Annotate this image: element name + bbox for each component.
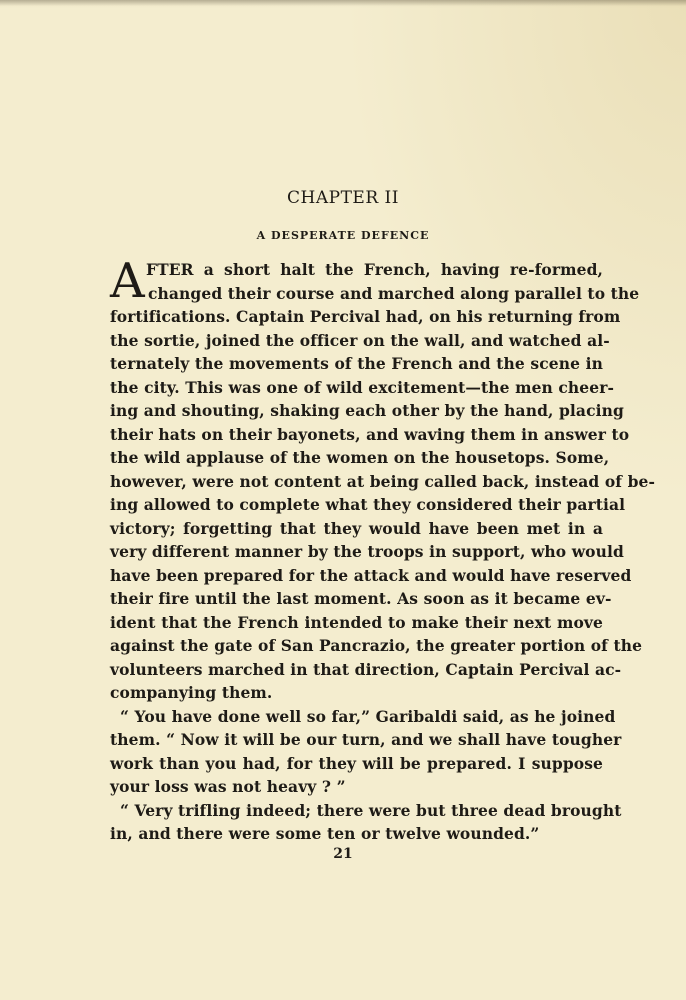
text-line: victory; forgetting that they would have been met in a [110, 518, 603, 538]
text-line: ternately the movements of the French and the scene in [110, 354, 603, 373]
body-text [110, 253, 656, 846]
chapter-title: CHAPTER II [287, 188, 399, 208]
text-line: have been prepared for the attack and would have reserved [110, 565, 632, 585]
page-top-shadow [0, 0, 686, 6]
page-number: 21 [333, 846, 353, 862]
text-line: ident that the French intended to make their next move [110, 612, 603, 632]
text-line: changed their course and marched along parallel to the [148, 283, 640, 303]
chapter-subtitle: A DESPERATE DEFENCE [256, 229, 430, 242]
text-line: their fire until the last moment. As soon as it became ev- [110, 589, 612, 608]
drop-cap: A [110, 253, 145, 309]
text-line: in, and there were some ten or twelve wounded.” [110, 824, 540, 843]
text-line: the wild applause of the women on the housetops. Some, [110, 448, 610, 467]
text-line: very different manner by the troops in support, who would [110, 542, 624, 561]
text-line: however, were not content at being called back, instead of be- [110, 471, 656, 491]
text-line: against the gate of San Pancrazio, the greater portion of the [110, 636, 643, 655]
text-line: the city. This was one of wild excitement—the men cheer- [110, 377, 615, 397]
text-line: the sortie, joined the officer on the wall, and watched al- [110, 330, 610, 350]
text-line: fortifications. Captain Percival had, on his returning from [110, 307, 621, 326]
text-line: them. “ Now it will be our turn, and we shall have tougher [110, 730, 622, 749]
text-line: your loss was not heavy ? ” [110, 777, 346, 796]
text-line: “ Very trifling indeed; there were but three dead brought [120, 800, 622, 820]
text-line: “ You have done well so far,” Garibaldi said, as he joined [120, 706, 616, 726]
text-line: work than you had, for they will be prepared. I suppose [110, 753, 603, 773]
text-line: FTER a short halt the French, having re-formed, [146, 260, 603, 279]
text-line: ing allowed to complete what they considered their partial [110, 495, 626, 514]
text-line: ing and shouting, shaking each other by the hand, placing [110, 401, 624, 420]
text-line: volunteers marched in that direction, Captain Percival ac- [110, 659, 622, 679]
text-line: their hats on their bayonets, and waving them in answer to [110, 424, 630, 444]
text-line: companying them. [110, 683, 273, 702]
